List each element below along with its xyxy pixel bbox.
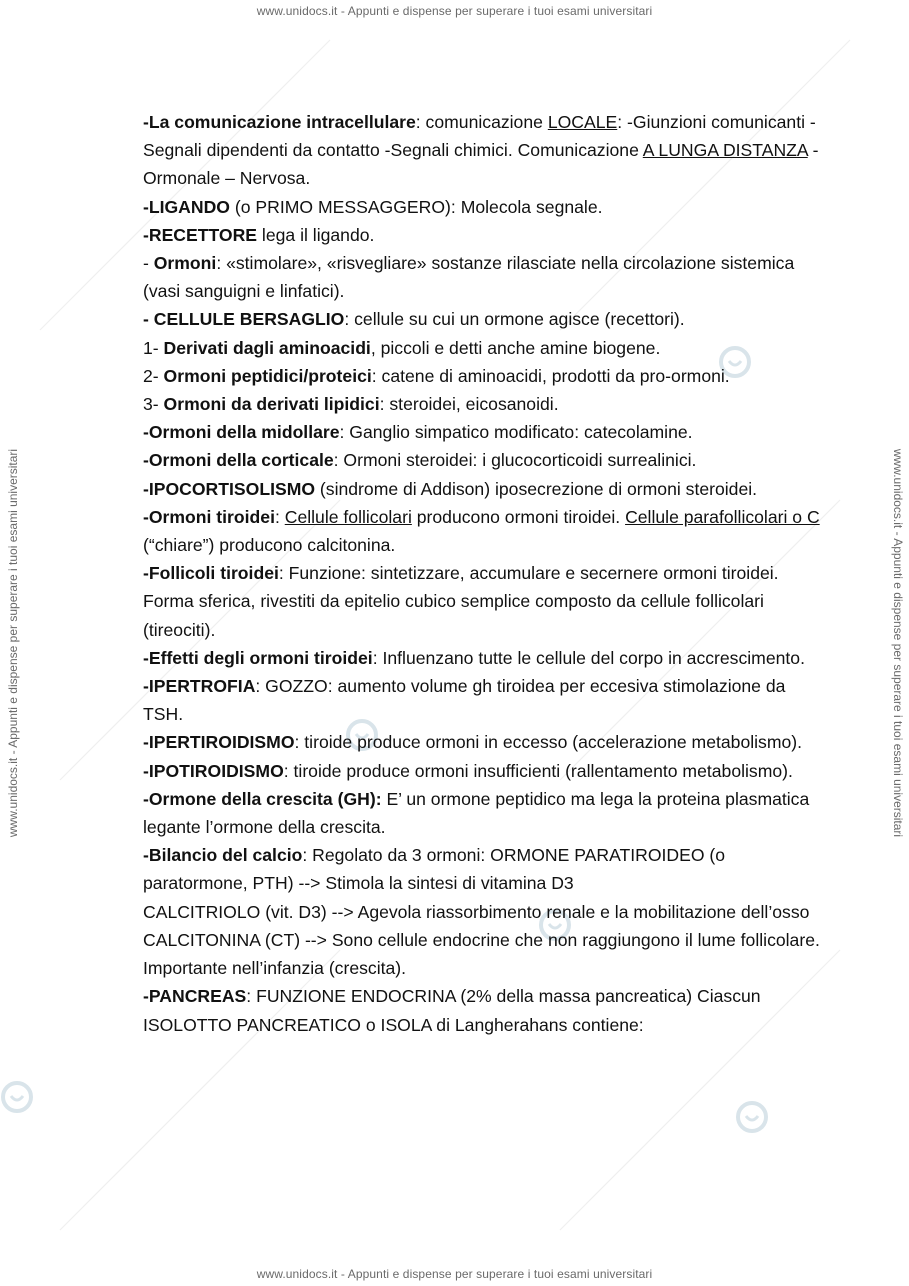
paragraph <box>143 503 823 559</box>
paragraph <box>143 728 823 756</box>
paragraph <box>143 221 823 249</box>
bold-term: Derivati dagli aminoacidi <box>163 337 371 358</box>
text-run: (“chiare”) producono calcitonina. <box>143 535 396 556</box>
document-body <box>143 108 823 1039</box>
bold-term: Ormoni peptidici/proteici <box>163 365 372 386</box>
text-run: : «stimolare», «risvegliare» sostanze rilasciate nella circolazione sistemica (vasi sanguigni e linfatici). <box>143 253 795 302</box>
text-run: E’ un ormone peptidico ma lega la proteina plasmatica legante l’ormone della crescita. <box>143 788 810 838</box>
bold-term: -Bilancio del calcio <box>143 845 303 866</box>
text-run: 2- <box>143 365 164 386</box>
text-run: : Ormoni steroidei: i glucocorticoidi surrealinici. <box>333 450 697 471</box>
text-run: : Funzione: sintetizzare, accumulare e secernere ormoni tiroidei. Forma sferica, rivestiti da epitelio cubico semplice composto da cellule follicolari (tireociti). <box>143 563 779 640</box>
unidocs-logo-icon <box>735 1100 769 1134</box>
bold-term: Ormoni da derivati lipidici <box>163 394 380 415</box>
text-run: : tiroide produce ormoni in eccesso (accelerazione metabolismo). <box>294 732 803 753</box>
bold-term: -Ormoni della corticale <box>143 450 334 471</box>
watermark-right: www.unidocs.it - Appunti e dispense per superare i tuoi esami universitari <box>891 448 905 838</box>
text-run: lega il ligando. <box>257 224 375 245</box>
paragraph <box>143 390 823 418</box>
text-run: , piccoli e detti anche amine biogene. <box>370 337 661 358</box>
text-run: (o PRIMO MESSAGGERO): Molecola segnale. <box>229 196 603 217</box>
text-run: 1- <box>143 337 164 358</box>
watermark-top: www.unidocs.it - Appunti e dispense per superare i tuoi esami universitari <box>256 4 653 18</box>
text-run: : FUNZIONE ENDOCRINA (2% della massa pancreatica) Ciascun ISOLOTTO PANCREATICO o ISOLA di Langherahans contiene: <box>143 986 761 1035</box>
text-run: : Influenzano tutte le cellule del corpo in accrescimento. <box>372 647 805 668</box>
paragraph <box>143 249 823 305</box>
text-run: - Ormonale – Nervosa. <box>143 140 819 189</box>
text-run: (sindrome di Addison) iposecrezione di ormoni steroidei. <box>315 478 758 499</box>
paragraph <box>143 841 823 897</box>
text-run: CALCITRIOLO (vit. D3) --> Agevola riassorbimento renale e la mobilitazione dell’osso <box>143 901 810 922</box>
watermark-left: www.unidocs.it - Appunti e dispense per superare i tuoi esami universitari <box>6 448 20 838</box>
paragraph <box>143 418 823 446</box>
paragraph <box>143 362 823 390</box>
bold-term: -PANCREAS <box>143 986 247 1007</box>
bold-term: -IPERTIROIDISMO <box>143 732 295 753</box>
text-run: producono ormoni tiroidei. <box>411 506 626 527</box>
text-run: : catene di aminoacidi, prodotti da pro-ormoni. <box>371 365 730 386</box>
paragraph <box>143 926 823 982</box>
text-run: : Ganglio simpatico modificato: catecolamine. <box>339 422 693 443</box>
paragraph <box>143 559 823 644</box>
paragraph <box>143 672 823 728</box>
underlined-text: LOCALE <box>547 112 618 132</box>
bold-term: -IPOCORTISOLISMO <box>143 478 316 499</box>
text-run: : tiroide produce ormoni insufficienti (rallentamento metabolismo). <box>283 760 793 781</box>
bold-term: -LIGANDO <box>143 196 230 217</box>
underlined-text: Cellule parafollicolari o C <box>625 506 820 527</box>
paragraph <box>143 305 823 333</box>
paragraph <box>143 982 823 1038</box>
bold-term: -La comunicazione intracellulare <box>143 112 416 132</box>
bold-term: -Ormoni tiroidei <box>143 506 275 527</box>
watermark-bottom: www.unidocs.it - Appunti e dispense per superare i tuoi esami universitari <box>256 1267 653 1281</box>
bold-term: -Ormone della crescita (GH): <box>143 788 382 809</box>
bold-term: -IPOTIROIDISMO <box>143 760 284 781</box>
paragraph <box>143 898 823 926</box>
bold-term: -IPERTROFIA <box>143 676 256 697</box>
text-run: : Regolato da 3 ormoni: ORMONE PARATIROIDEO (o paratormone, PTH) --> Stimola la sintesi di vitamina D3 <box>143 845 726 894</box>
bold-term: -Effetti degli ormoni tiroidei <box>143 647 373 668</box>
text-run: : cellule su cui un ormone agisce (recettori). <box>344 309 685 330</box>
paragraph <box>143 446 823 474</box>
paragraph <box>143 334 823 362</box>
bold-term: -Follicoli tiroidei <box>143 563 279 584</box>
text-run: : steroidei, eicosanoidi. <box>379 394 559 415</box>
bold-term: -RECETTORE <box>143 224 258 245</box>
text-run: : -Giunzioni comunicanti -Segnali dipendenti da contatto -Segnali chimici. Comunicazione <box>143 112 816 161</box>
paragraph <box>143 193 823 221</box>
text-run: : comunicazione <box>415 112 548 132</box>
paragraph <box>143 757 823 785</box>
text-run: : GOZZO: aumento volume gh tiroidea per eccesiva stimolazione da TSH. <box>143 676 786 725</box>
unidocs-logo-icon <box>0 1080 34 1114</box>
underlined-text: Cellule follicolari <box>284 506 412 527</box>
text-run: - <box>143 253 154 274</box>
text-run: : <box>274 506 285 527</box>
paragraph <box>143 644 823 672</box>
paragraph <box>143 108 823 193</box>
text-run: 3- <box>143 394 164 415</box>
text-run: CALCITONINA (CT) --> Sono cellule endocrine che non raggiungono il lume follicolare. Importante nell’infanzia (crescita). <box>143 929 820 979</box>
bold-term: Ormoni <box>153 253 217 274</box>
paragraph <box>143 785 823 841</box>
bold-term: -Ormoni della midollare <box>143 422 340 443</box>
underlined-text: A LUNGA DISTANZA <box>642 140 808 161</box>
paragraph <box>143 475 823 503</box>
bold-term: - CELLULE BERSAGLIO <box>143 309 345 330</box>
